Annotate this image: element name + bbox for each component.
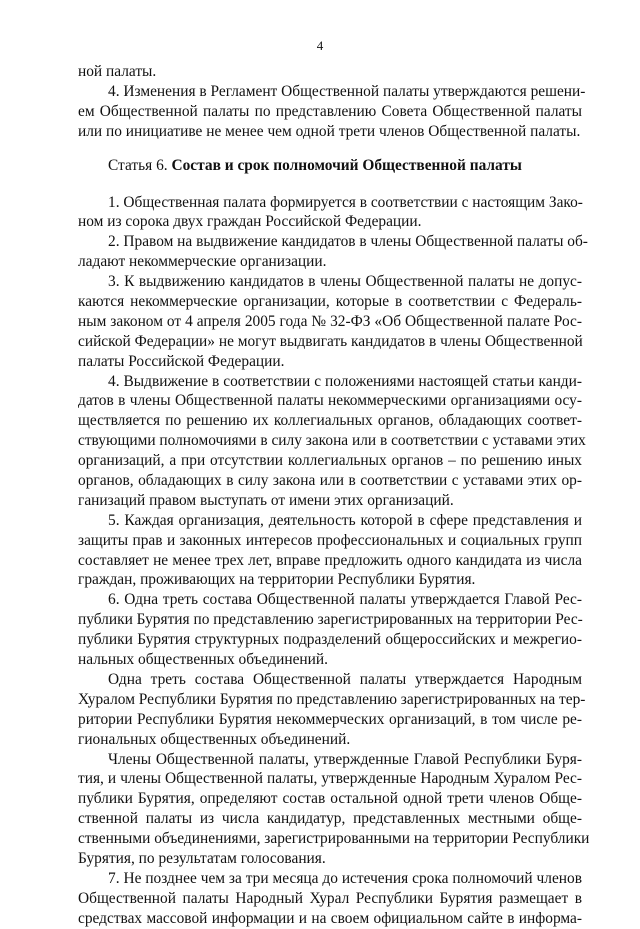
text-line: нальных общественных объединений. (78, 651, 328, 669)
text-line: каются некоммерческие организации, которые в соответствии с Федераль- (78, 293, 582, 311)
text-line: органов, обладающих в силу закона или в соответствии с уставами этих ор- (78, 472, 582, 490)
text-line: 6. Одна треть состава Общественной палаты утверждается Главой Рес- (108, 591, 582, 609)
text-line: средствах массовой информации и на своем официальном сайте в информа- (78, 909, 582, 927)
text-line: датов в члены Общественной палаты некоммерческими организациями осу- (78, 392, 582, 410)
text-line: Общественной палаты Народный Хурал Республики Бурятия размещает в (78, 889, 582, 907)
article-heading (78, 156, 582, 176)
text-line: ным законом от 4 апреля 2005 года № 32-ФЗ «Об Общественной палате Рос- (78, 312, 582, 330)
text-line: защиты прав и законных интересов профессиональных и социальных групп (78, 531, 582, 549)
text-line: гиональных общественных объединений. (78, 730, 351, 748)
text-line: граждан, проживающих на территории Республики Бурятия. (78, 571, 476, 589)
text-line: 1. Общественная палата формируется в соответствии с настоящим Зако- (108, 193, 583, 211)
text-line: или по инициативе не менее чем одной трети членов Общественной палаты. (78, 122, 581, 140)
text-line: Бурятия, по результатам голосования. (78, 849, 326, 867)
text-line: ем Общественной палаты по представлению Совета Общественной палаты (78, 102, 582, 120)
text-line: 4. Выдвижение в соответствии с положениями настоящей статьи канди- (108, 372, 582, 390)
text-line: ствующими полномочиями в силу закона или в соответствии с уставами этих (78, 432, 586, 450)
text-line: публики Бурятия по представлению зарегистрированных на территории Рес- (78, 611, 583, 629)
text-line: 3. К выдвижению кандидатов в члены Общественной палаты не допус- (108, 273, 582, 291)
text-line: организаций, а при отсутствии коллегиальных органов – по решению иных (78, 452, 582, 470)
text-line: составляет не менее трех лет, вправе предложить одного кандидата из числа (78, 551, 582, 569)
text-line: ном из сорока двух граждан Российской Федерации. (78, 213, 422, 231)
text-line: публики Бурятия, определяют состав остальной одной трети членов Обще- (78, 790, 582, 808)
text-line: 2. Правом на выдвижение кандидатов в члены Общественной палаты об- (108, 233, 588, 251)
text-line: ритории Республики Бурятия некоммерческих организаций, в том числе ре- (78, 710, 582, 728)
text-line: 4. Изменения в Регламент Общественной палаты утверждаются решени- (108, 82, 586, 100)
text-line: ственными объединениями, зарегистрированными на территории Республики (78, 830, 590, 848)
article-title: Состав и срок полномочий Общественной палаты (171, 156, 522, 174)
text-line: ной палаты. (78, 63, 157, 80)
text-line: палаты Российской Федерации. (78, 352, 285, 370)
article-prefix: Статья 6. (108, 156, 168, 174)
text-line: Хуралом Республики Бурятия по представлению зарегистрированных на тер- (78, 690, 586, 708)
text-line: Члены Общественной палаты, утвержденные Главой Республики Буря- (108, 750, 582, 768)
text-line: 7. Не позднее чем за три месяца до истечения срока полномочий членов (108, 869, 582, 887)
article-body (78, 193, 590, 929)
text-line: тия, и члены Общественной палаты, утвержденные Народным Хуралом Рес- (78, 770, 582, 788)
page-number: 4 (316, 38, 324, 53)
text-line: ственной палаты из числа кандидатур, представленных местными обще- (78, 810, 582, 828)
text-line: ществляется по решению их коллегиальных органов, обладающих соответ- (78, 412, 582, 430)
text-before-article (78, 62, 586, 142)
document-body (78, 62, 590, 929)
text-line: ганизаций правом выступать от имени этих организаций. (78, 491, 454, 509)
text-line: сийской Федерации» не могут выдвигать кандидатов в члены Общественной (78, 332, 583, 350)
text-line: 5. Каждая организация, деятельность которой в сфере представления и (108, 511, 582, 529)
text-line: публики Бурятия структурных подразделений общероссийских и межрегио- (78, 631, 582, 649)
text-line: ладают некоммерческие организации. (78, 253, 327, 271)
text-line: Одна треть состава Общественной палаты утверждается Народным (108, 670, 582, 688)
